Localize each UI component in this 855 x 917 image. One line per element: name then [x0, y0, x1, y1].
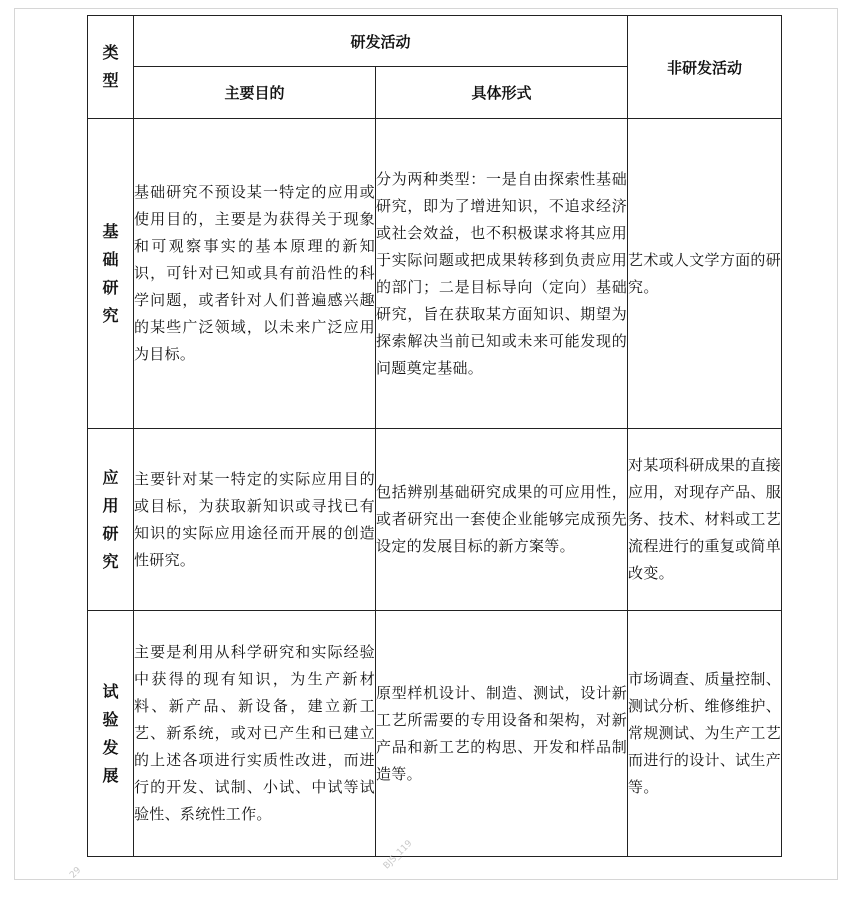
- row-form-cell: 原型样机设计、制造、测试，设计新工艺所需要的专用设备和架构，对新产品和新工艺的构思、开发和样品制造等。: [376, 611, 628, 857]
- row-type-cell: [88, 611, 134, 857]
- non-rd-header: 非研发活动: [628, 16, 782, 119]
- row-purpose-cell: 基础研究不预设某一特定的应用或使用目的，主要是为获得关于现象和可观察事实的基本原理的新知识，可针对已知或具有前沿性的科学问题，或者针对人们普遍感兴趣的某些广泛领域，以未来广泛应用为目标。: [134, 119, 376, 429]
- row-type-label: 应用研究: [102, 467, 119, 571]
- row-non-rd-cell: 艺术或人文学方面的研究。: [628, 119, 782, 429]
- row-form-cell: 分为两种类型：一是自由探索性基础研究，即为了增进知识，不追求经济或社会效益，也不积极谋求将其应用于实际问题或把成果转移到负责应用的部门；二是目标导向（定向）基础研究，旨在获取某方面知识、期望为探索解决当前已知或未来可能发现的问题奠定基础。: [376, 119, 628, 429]
- row-type-cell: [88, 429, 134, 611]
- table-row: [88, 429, 782, 611]
- row-non-rd-cell: 市场调查、质量控制、测试分析、维修维护、常规测试、为生产工艺而进行的设计、试生产等。: [628, 611, 782, 857]
- header-row-1: [88, 16, 782, 67]
- row-form-cell: 包括辨别基础研究成果的可应用性，或者研究出一套使企业能够完成预先设定的发展目标的新方案等。: [376, 429, 628, 611]
- watermark-text: 29: [68, 865, 84, 881]
- row-type-label: 试验发展: [102, 681, 119, 785]
- row-purpose-cell: 主要针对某一特定的实际应用目的或目标，为获取新知识或寻找已有知识的实际应用途径而开展的创造性研究。: [134, 429, 376, 611]
- type-header-cell: [88, 16, 134, 119]
- type-header-label: 类型: [102, 43, 119, 90]
- table-row: [88, 119, 782, 429]
- watermark-text: BJS_119: [381, 838, 415, 872]
- row-type-cell: [88, 119, 134, 429]
- row-non-rd-cell: 对某项科研成果的直接应用，对现存产品、服务、技术、材料或工艺流程进行的重复或简单改变。: [628, 429, 782, 611]
- row-purpose-cell: 主要是利用从科学研究和实际经验中获得的现有知识，为生产新材料、新产品、新设备，建立新工艺、新系统，或对已产生和已建立的上述各项进行实质性改进，而进行的开发、试制、小试、中试等试验性、系统性工作。: [134, 611, 376, 857]
- table-row: [88, 611, 782, 857]
- rd-activity-table: [87, 15, 782, 857]
- row-type-label: 基础研究: [102, 221, 119, 325]
- rd-group-header: 研发活动: [134, 16, 628, 67]
- form-header: 具体形式: [376, 67, 628, 119]
- purpose-header: 主要目的: [134, 67, 376, 119]
